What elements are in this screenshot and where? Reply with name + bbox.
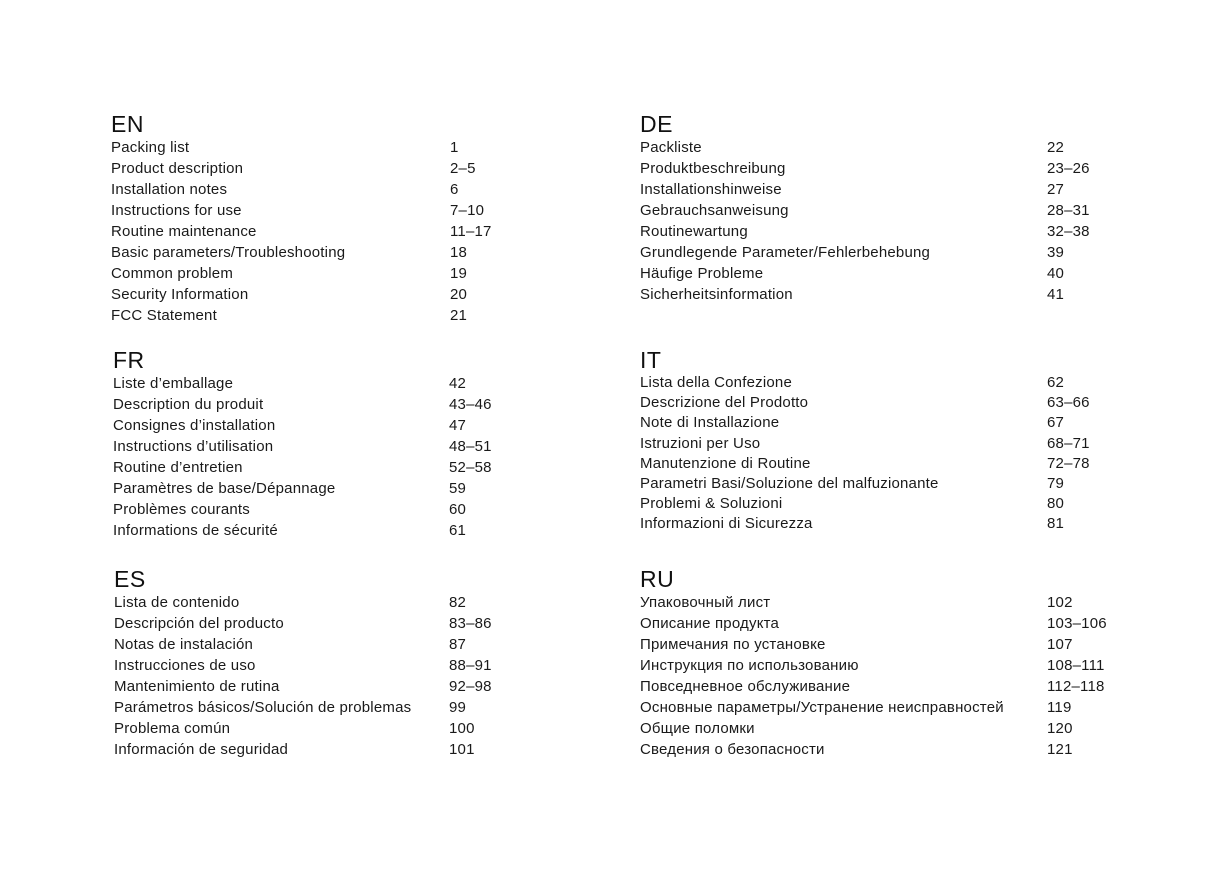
toc-entry-title: Descrizione del Prodotto xyxy=(640,394,809,412)
toc-entry-title: Packliste xyxy=(640,139,702,156)
toc-entry-title: Mantenimiento de rutina xyxy=(114,678,280,695)
toc-entry[interactable] xyxy=(114,592,467,613)
toc-entry-title: Lista de contenido xyxy=(114,594,240,611)
toc-entry-pages: 121 xyxy=(1047,741,1073,758)
toc-entry-pages: 1 xyxy=(450,139,459,156)
toc-entry[interactable] xyxy=(114,676,492,697)
toc-entry-title: Problèmes courants xyxy=(113,501,250,518)
toc-entry[interactable] xyxy=(113,478,467,499)
toc-section-en xyxy=(111,111,492,326)
toc-entry-pages: 52–58 xyxy=(449,459,492,476)
toc-entry-pages: 72–78 xyxy=(1047,454,1090,472)
toc-entry-title: Parámetros básicos/Solución de problemas xyxy=(114,699,412,716)
toc-entry[interactable] xyxy=(640,284,1065,305)
toc-entry[interactable] xyxy=(640,413,1065,433)
toc-entry-title: Общие поломки xyxy=(640,720,755,737)
toc-entry-pages: 87 xyxy=(449,636,467,653)
toc-entry[interactable] xyxy=(640,137,1065,158)
toc-entry-title: Installation notes xyxy=(111,181,228,198)
toc-entry-title: Описание продукта xyxy=(640,615,780,632)
toc-entry-pages: 101 xyxy=(449,741,475,758)
toc-entry-pages: 39 xyxy=(1047,244,1065,261)
toc-entry-pages: 102 xyxy=(1047,594,1073,611)
toc-entry-pages: 88–91 xyxy=(449,657,492,674)
toc-entry-pages: 21 xyxy=(450,307,468,324)
toc-entry-pages: 48–51 xyxy=(449,438,492,455)
toc-entry-pages: 7–10 xyxy=(450,202,485,219)
toc-entry[interactable] xyxy=(640,739,1073,760)
toc-entry-pages: 83–86 xyxy=(449,615,492,632)
toc-entry[interactable] xyxy=(111,200,485,221)
toc-entry-title: Note di Installazione xyxy=(640,414,780,432)
toc-entry[interactable] xyxy=(114,655,492,676)
toc-entry-pages: 99 xyxy=(449,699,467,716)
toc-entry[interactable] xyxy=(113,373,467,394)
toc-entry-pages: 2–5 xyxy=(450,160,476,177)
toc-entry-pages: 81 xyxy=(1047,515,1065,533)
toc-entry[interactable] xyxy=(114,634,467,655)
toc-entry-pages: 120 xyxy=(1047,720,1073,737)
toc-entry-pages: 40 xyxy=(1047,265,1065,282)
toc-entry-pages: 22 xyxy=(1047,139,1065,156)
toc-entry-pages: 119 xyxy=(1047,699,1072,716)
toc-entry-title: Упаковочный лист xyxy=(640,594,771,611)
toc-entry-title: Grundlegende Parameter/Fehlerbehebung xyxy=(640,244,931,261)
toc-entry-title: Routine d’entretien xyxy=(113,459,243,476)
toc-entry[interactable] xyxy=(111,221,492,242)
toc-entry-title: Sicherheitsinformation xyxy=(640,286,793,303)
toc-entry-pages: 67 xyxy=(1047,414,1065,432)
toc-entry-title: Сведения о безопасности xyxy=(640,741,825,758)
toc-entry[interactable] xyxy=(114,718,475,739)
toc-entry[interactable] xyxy=(111,284,468,305)
toc-entry-title: Instructions d’utilisation xyxy=(113,438,274,455)
toc-entry[interactable] xyxy=(113,520,467,541)
toc-entry-title: Routine maintenance xyxy=(111,223,257,240)
toc-entry-title: Security Information xyxy=(111,286,249,303)
toc-entry-pages: 63–66 xyxy=(1047,394,1090,412)
toc-entry-pages: 43–46 xyxy=(449,396,492,413)
toc-entry[interactable] xyxy=(640,494,1065,514)
toc-entry[interactable] xyxy=(640,514,1065,534)
toc-entry-pages: 19 xyxy=(450,265,468,282)
toc-entry-pages: 61 xyxy=(449,522,467,539)
toc-entry-title: Liste d’emballage xyxy=(113,375,234,392)
toc-entry-title: Informations de sécurité xyxy=(113,522,278,539)
toc-entry-pages: 100 xyxy=(449,720,475,737)
toc-entry[interactable] xyxy=(640,454,1090,474)
toc-entry-title: Повседневное обслуживание xyxy=(640,678,851,695)
toc-entry-pages: 80 xyxy=(1047,495,1065,513)
toc-entry-title: Basic parameters/Troubleshooting xyxy=(111,244,346,261)
toc-entry-pages: 6 xyxy=(450,181,459,198)
toc-entry-pages: 32–38 xyxy=(1047,223,1090,240)
section-language-code: ES xyxy=(114,566,146,592)
toc-entry[interactable] xyxy=(640,179,1065,200)
toc-entry-title: Product description xyxy=(111,160,244,177)
toc-entry-title: Instrucciones de uso xyxy=(114,657,256,674)
toc-entry[interactable] xyxy=(114,697,467,718)
toc-entry[interactable] xyxy=(640,200,1090,221)
toc-entry[interactable] xyxy=(640,373,1065,393)
toc-entry-pages: 92–98 xyxy=(449,678,492,695)
toc-entry[interactable] xyxy=(114,613,492,634)
toc-entry-pages: 27 xyxy=(1047,181,1065,198)
toc-entry-title: Installationshinweise xyxy=(640,181,782,198)
toc-entry-title: Instructions for use xyxy=(111,202,242,219)
toc-entry[interactable] xyxy=(640,634,1073,655)
toc-entry-title: Manutenzione di Routine xyxy=(640,454,811,472)
toc-entry[interactable] xyxy=(640,655,1105,676)
toc-entry-pages: 20 xyxy=(450,286,468,303)
toc-entry[interactable] xyxy=(640,474,1065,494)
toc-entry-title: Consignes d’installation xyxy=(113,417,276,434)
toc-entry-title: Informazioni di Sicurezza xyxy=(640,515,813,533)
toc-entry-title: Gebrauchsanweisung xyxy=(640,202,789,219)
toc-entry-pages: 11–17 xyxy=(450,223,492,240)
toc-entry-title: Packing list xyxy=(111,139,190,156)
toc-entry[interactable] xyxy=(640,613,1107,634)
toc-entry-title: Información de seguridad xyxy=(114,741,289,758)
toc-entry-pages: 41 xyxy=(1047,286,1065,303)
toc-entry-pages: 68–71 xyxy=(1047,434,1090,452)
toc-entry-title: Paramètres de base/Dépannage xyxy=(113,480,336,497)
toc-entry[interactable] xyxy=(640,697,1072,718)
toc-entry[interactable] xyxy=(113,436,492,457)
toc-entry[interactable] xyxy=(640,592,1073,613)
toc-entry[interactable] xyxy=(640,676,1105,697)
toc-entry-pages: 60 xyxy=(449,501,467,518)
toc-entry-pages: 23–26 xyxy=(1047,160,1090,177)
toc-entry[interactable] xyxy=(113,499,467,520)
toc-entry-title: FCC Statement xyxy=(111,307,217,324)
toc-entry-pages: 28–31 xyxy=(1047,202,1090,219)
toc-entry[interactable] xyxy=(111,179,459,200)
toc-entry[interactable] xyxy=(111,263,468,284)
toc-entry[interactable] xyxy=(111,305,468,326)
toc-entry[interactable] xyxy=(640,158,1090,179)
toc-entry-title: Основные параметры/Устранение неисправностей xyxy=(640,699,1004,716)
toc-entry-pages: 107 xyxy=(1047,636,1073,653)
toc-entry-title: Istruzioni per Uso xyxy=(640,434,761,452)
toc-entry[interactable] xyxy=(111,242,468,263)
toc-entry-title: Produktbeschreibung xyxy=(640,160,786,177)
toc-section-ru xyxy=(640,566,1107,760)
toc-section-it xyxy=(640,347,1090,535)
toc-entry[interactable] xyxy=(113,394,492,415)
toc-entry-title: Инструкция по использованию xyxy=(640,657,859,674)
toc-entry-title: Häufige Probleme xyxy=(640,265,764,282)
toc-entry[interactable] xyxy=(111,158,476,179)
toc-entry[interactable] xyxy=(640,263,1065,284)
section-language-code: DE xyxy=(640,111,673,137)
toc-entry-title: Notas de instalación xyxy=(114,636,254,653)
toc-entry[interactable] xyxy=(640,221,1090,242)
toc-entry-pages: 79 xyxy=(1047,474,1065,492)
toc-entry-title: Descripción del producto xyxy=(114,615,284,632)
toc-entry-title: Common problem xyxy=(111,265,234,282)
toc-entry-pages: 82 xyxy=(449,594,467,611)
section-language-code: IT xyxy=(640,347,662,373)
toc-entry-pages: 42 xyxy=(449,375,467,392)
section-language-code: RU xyxy=(640,566,675,592)
toc-entry[interactable] xyxy=(111,137,459,158)
toc-entry[interactable] xyxy=(640,242,1065,263)
toc-entry-pages: 108–111 xyxy=(1047,657,1105,674)
toc-section-fr xyxy=(113,347,492,541)
section-language-code: EN xyxy=(111,111,144,137)
toc-entry-pages: 18 xyxy=(450,244,468,261)
toc-entry-title: Problema común xyxy=(114,720,231,737)
toc-section-de xyxy=(640,111,1090,305)
toc-entry[interactable] xyxy=(640,393,1090,413)
toc-entry[interactable] xyxy=(114,739,475,760)
toc-entry-title: Description du produit xyxy=(113,396,264,413)
toc-entry[interactable] xyxy=(640,434,1090,454)
section-language-code: FR xyxy=(113,347,145,373)
toc-section-es xyxy=(114,566,492,760)
toc-entry-title: Problemi & Soluzioni xyxy=(640,495,783,513)
toc-entry[interactable] xyxy=(113,457,492,478)
toc-entry[interactable] xyxy=(113,415,467,436)
toc-entry-pages: 47 xyxy=(449,417,467,434)
toc-entry-title: Routinewartung xyxy=(640,223,748,240)
toc-entry-pages: 62 xyxy=(1047,374,1065,391)
toc-entry-pages: 112–118 xyxy=(1047,678,1105,695)
toc-entry-pages: 103–106 xyxy=(1047,615,1107,632)
toc-entry-title: Lista della Confezione xyxy=(640,374,792,391)
toc-entry[interactable] xyxy=(640,718,1073,739)
toc-entry-pages: 59 xyxy=(449,480,467,497)
toc-entry-title: Parametri Basi/Soluzione del malfuzionante xyxy=(640,474,939,492)
toc-entry-title: Примечания по установке xyxy=(640,636,826,653)
